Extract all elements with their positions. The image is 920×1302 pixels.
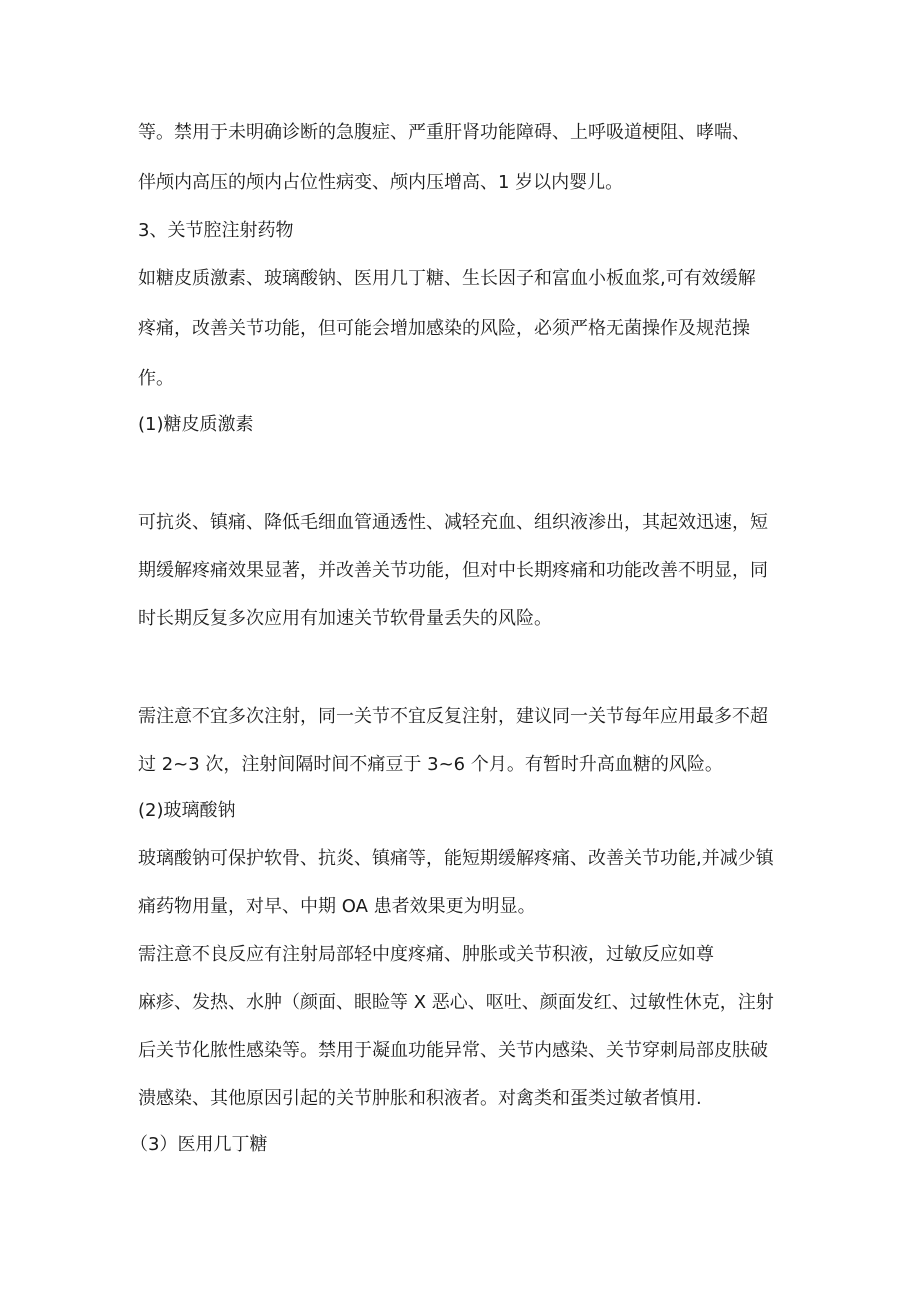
subsection-heading: (2)玻璃酸钠: [138, 800, 236, 821]
section-heading: 3、关节腔注射药物: [138, 220, 294, 241]
paragraph-line: 玻璃酸钠可保护软骨、抗炎、镇痛等，能短期缓解疼痛、改善关节功能,并减少镇: [138, 848, 774, 869]
subsection-heading: (1)糖皮质激素: [138, 414, 254, 435]
paragraph-line: 作。: [138, 368, 174, 389]
paragraph-line: 痛药物用量，对早、中期 OA 患者效果更为明显。: [138, 896, 536, 917]
paragraph-line: 时长期反复多次应用有加速关节软骨量丢失的风险。: [138, 608, 552, 629]
paragraph-line: 如糖皮质激素、玻璃酸钠、医用几丁糖、生长因子和富血小板血浆,可有效缓解: [138, 268, 756, 289]
paragraph-line: 等。禁用于未明确诊断的急腹症、严重肝肾功能障碍、上呼吸道梗阻、哮喘、: [138, 122, 750, 143]
paragraph-line: 需注意不宜多次注射，同一关节不宜反复注射，建议同一关节每年应用最多不超: [138, 706, 768, 727]
paragraph-line: 疼痛，改善关节功能，但可能会增加感染的风险，必须严格无菌操作及规范操: [138, 318, 750, 339]
paragraph-line: 期缓解疼痛效果显著，并改善关节功能，但对中长期疼痛和功能改善不明显，同: [138, 560, 768, 581]
paragraph-line: 过 2~3 次，注射间隔时间不痛豆于 3~6 个月。有暂时升高血糖的风险。: [138, 754, 723, 775]
paragraph-line: 溃感染、其他原因引起的关节肿胀和积液者。对禽类和蛋类过敏者慎用.: [138, 1088, 702, 1109]
paragraph-line: 伴颅内高压的颅内占位性病变、颅内压增高、1 岁以内婴儿。: [138, 172, 624, 193]
paragraph-line: 麻疹、发热、水肿（颜面、眼睑等 X 恶心、呕吐、颜面发红、过敏性休克，注射: [138, 992, 774, 1013]
paragraph-line: 可抗炎、镇痛、降低毛细血管通透性、减轻充血、组织液渗出，其起效迅速，短: [138, 512, 768, 533]
paragraph-line: 需注意不良反应有注射局部轻中度疼痛、肿胀或关节积液，过敏反应如尊: [138, 944, 714, 965]
paragraph-line: 后关节化脓性感染等。禁用于凝血功能异常、关节内感染、关节穿刺局部皮肤破: [138, 1040, 768, 1061]
subsection-heading: （3）医用几丁糖: [130, 1134, 268, 1155]
